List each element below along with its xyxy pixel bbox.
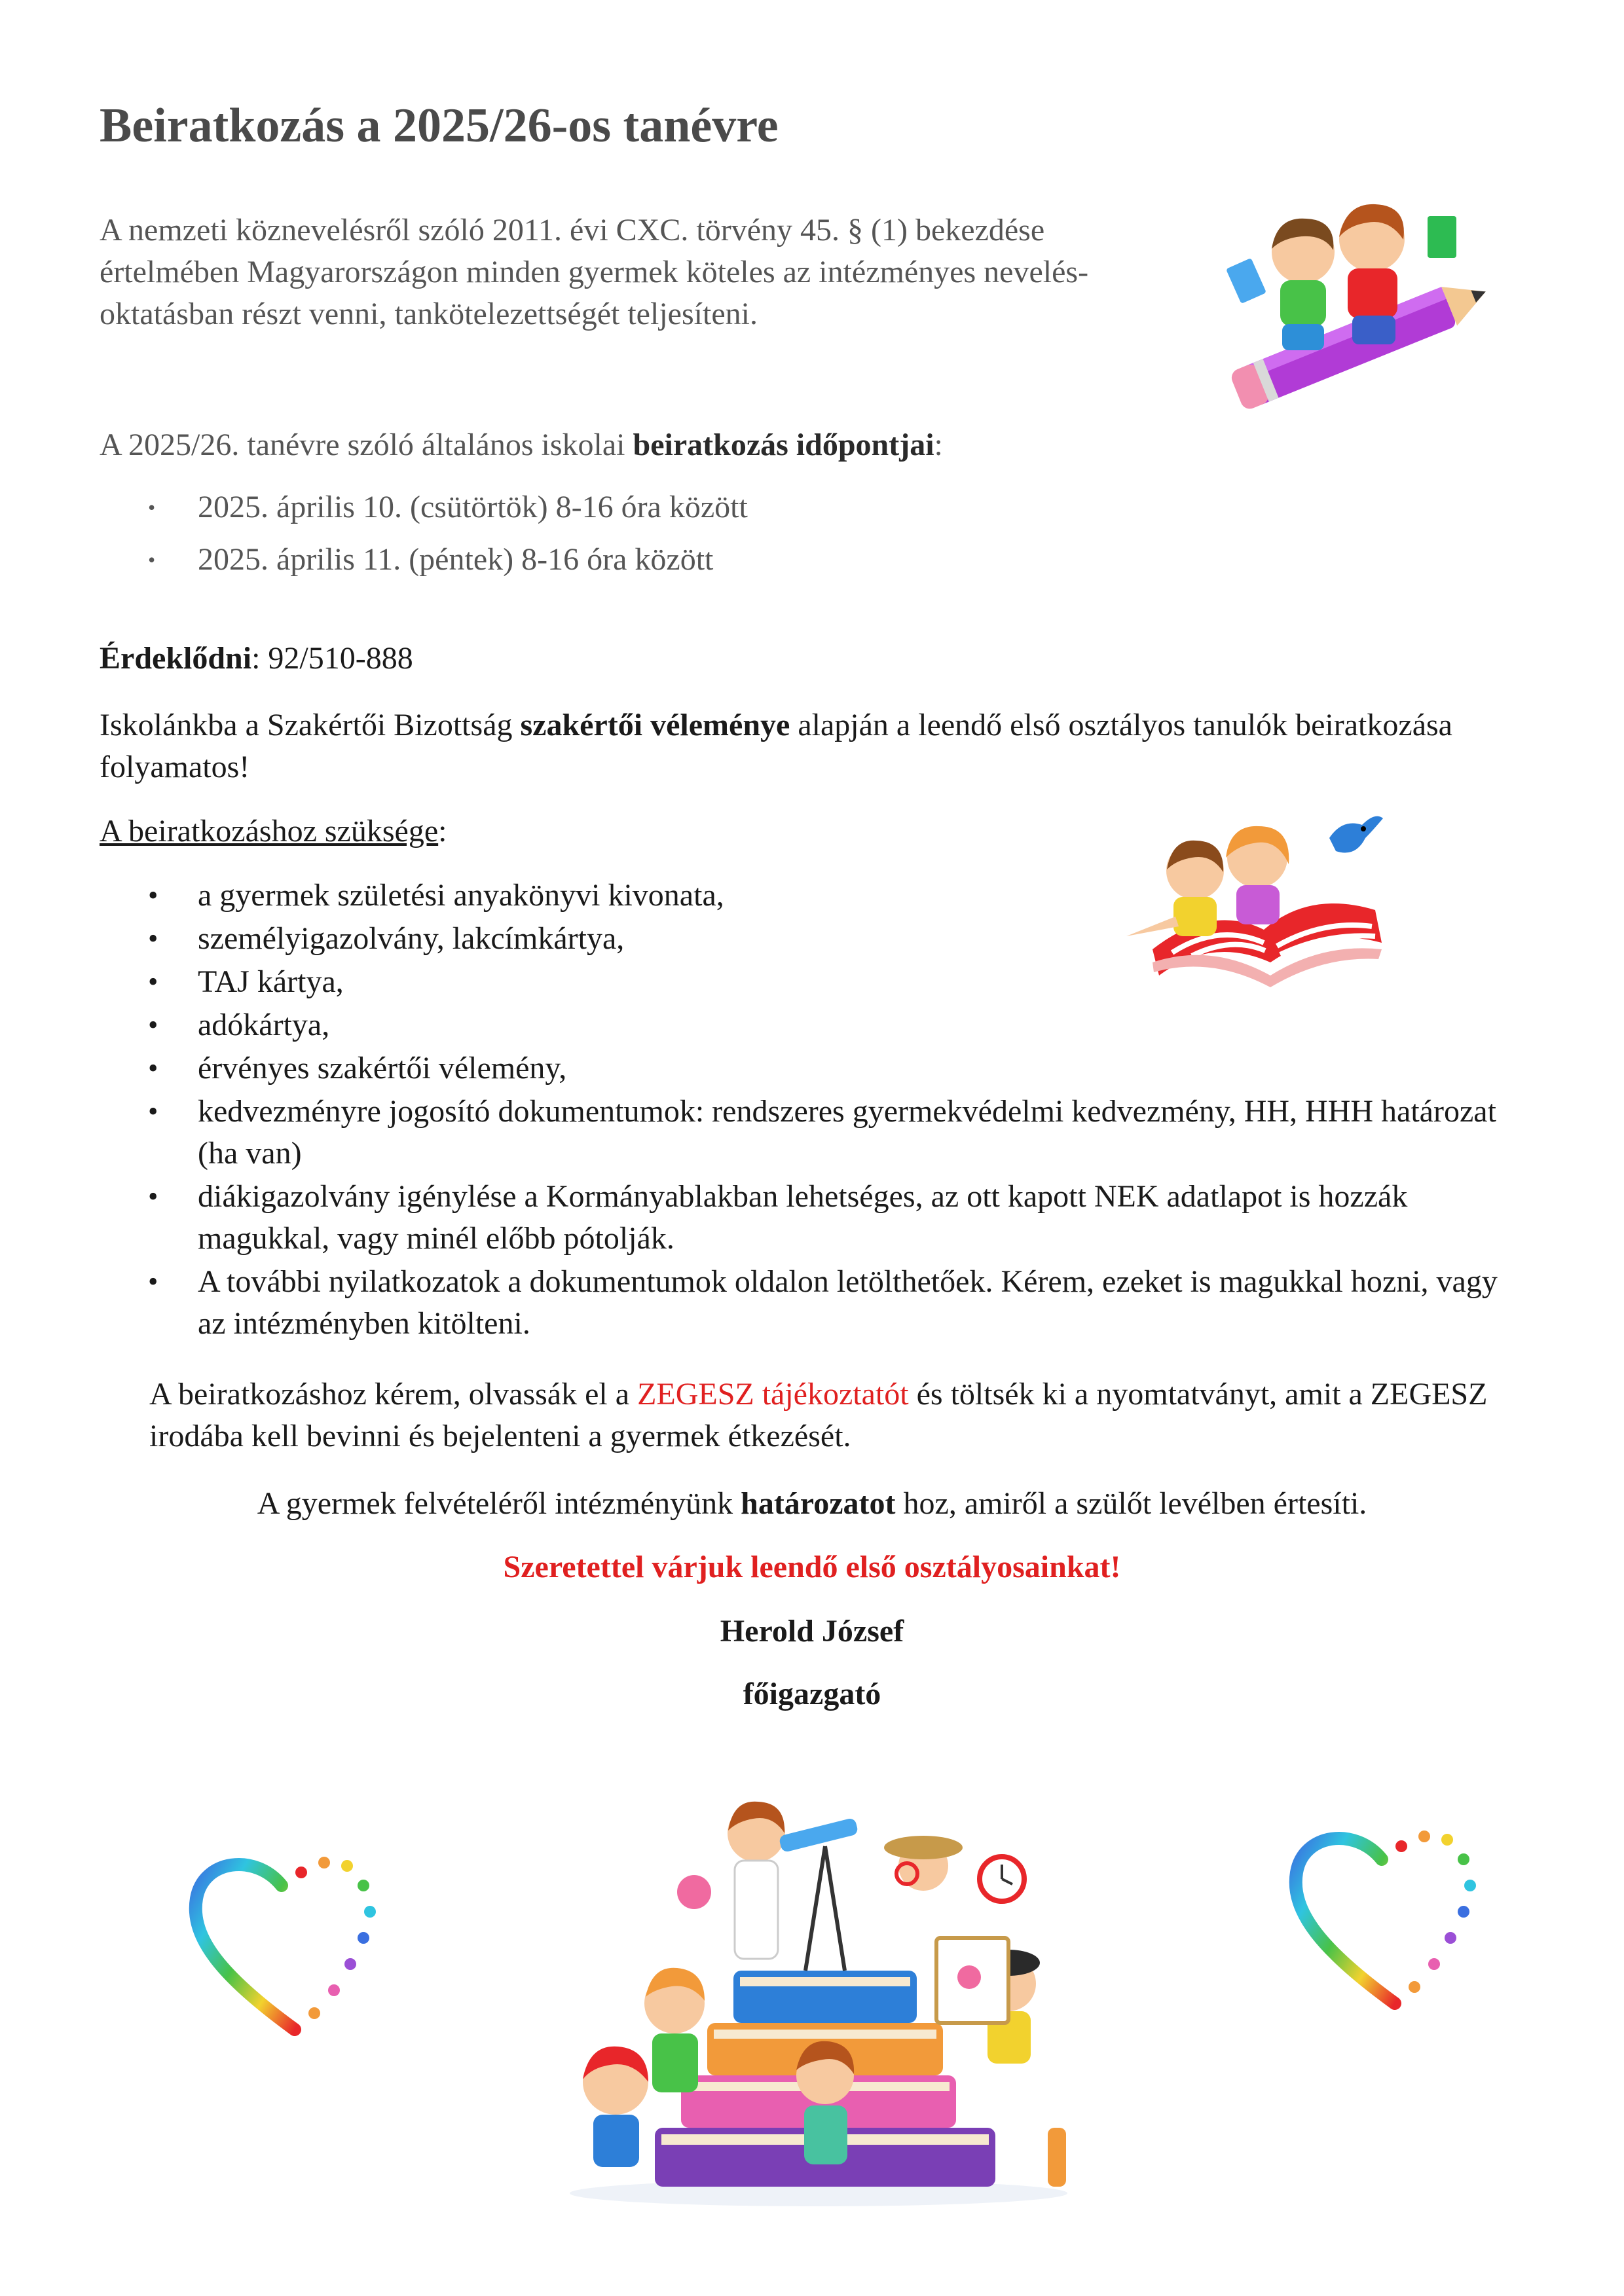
list-item: • TAJ kártya,	[145, 961, 1521, 1003]
signer-role: főigazgató	[743, 1677, 881, 1711]
list-item: • A további nyilatkozatok a dokumentumok oldalon letölthetőek. Kérem, ezeket is magukkal hozni, vagy az intézményben kitölteni.	[145, 1261, 1521, 1345]
intro-paragraph: A nemzeti köznevelésről szóló 2011. évi CXC. törvény 45. § (1) bekezdése értelmében Magyarországon minden gyermek köteles az intézményes nevelés-oktatásban részt venni, tankötelezettségét teljesíteni.	[100, 213, 1089, 331]
list-item: • adókártya,	[145, 1004, 1521, 1046]
zegesz-link[interactable]: ZEGESZ tájékoztatót	[637, 1377, 909, 1412]
kids-on-pencil-illustration	[1218, 177, 1519, 426]
zegesz-paragraph: A beiratkozáshoz kérem, olvassák el a ZEGESZ tájékoztatót és töltsék ki a nyomtatványt, amit a ZEGESZ irodába kell bevinni és bejelenteni a gyermek étkezését.	[149, 1377, 1488, 1453]
list-item: • kedvezményre jogosító dokumentumok: rendszeres gyermekvédelmi kedvezmény, HH, HHH határozat (ha van)	[145, 1091, 1521, 1175]
requirements-heading: A beiratkozáshoz szüksége:	[100, 814, 447, 848]
list-item: • 2025. április 11. (péntek) 8-16 óra között	[145, 534, 748, 586]
page-title: Beiratkozás a 2025/26-os tanévre	[100, 99, 779, 153]
contact-label: Érdeklődni	[100, 641, 252, 676]
requirements-list	[145, 875, 1521, 1346]
list-item: • diákigazolvány igénylése a Kormányablakban lehetséges, az ott kapott NEK adatlapot is hozzák magukkal, vagy minél előbb pótolják.	[145, 1176, 1521, 1260]
dates-heading-bold: beiratkozás időpontjai	[633, 428, 934, 462]
list-item: • érvényes szakértői vélemény,	[145, 1048, 1521, 1089]
decision-paragraph: A gyermek felvételéről intézményünk határozatot hoz, amiről a szülőt levélben értesíti.	[257, 1486, 1367, 1521]
kids-with-books-illustration	[550, 1787, 1087, 2219]
list-item: • személyigazolvány, lakcímkártya,	[145, 918, 1521, 960]
list-item: • a gyermek születési anyakönyvi kivonata,	[145, 875, 1521, 917]
welcome-message: Szeretettel várjuk leendő első osztályosainkat!	[503, 1550, 1121, 1584]
rainbow-heart-right-illustration	[1283, 1807, 1506, 2016]
dates-heading: A 2025/26. tanévre szóló általános iskolai beiratkozás időpontjai:	[100, 428, 943, 462]
expert-note: Iskolánkba a Szakértői Bizottság szakértői véleménye alapján a leendő első osztályos tanulók beiratkozása folyamatos!	[100, 708, 1452, 784]
contact-phone: : 92/510-888	[251, 641, 413, 676]
enrollment-dates-list	[145, 481, 748, 586]
rainbow-heart-left-illustration	[183, 1833, 406, 2043]
signer-name: Herold József	[720, 1614, 904, 1649]
list-item: • 2025. április 10. (csütörtök) 8-16 óra között	[145, 481, 748, 534]
contact-line	[100, 638, 413, 680]
